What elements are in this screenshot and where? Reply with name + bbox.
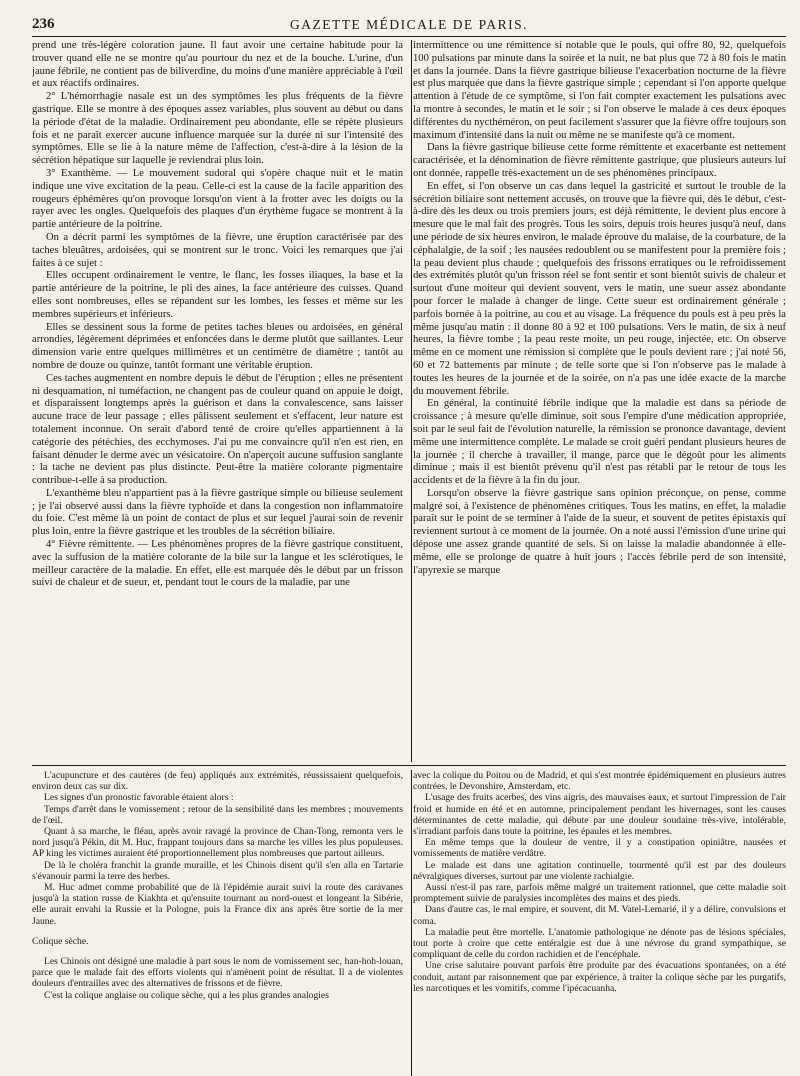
paragraph: De là le choléra franchit la grande muraille, et les Chinois disent qu'il s'en alla en Tartarie s'évanouir parmi la terre des herbes. — [32, 859, 403, 882]
main-article — [32, 40, 786, 762]
paragraph: En effet, si l'on observe un cas dans lequel la gastricité et surtout le trouble de la sécrétion biliaire sont nettement accusés, on trouve que la fièvre qui, dès le début, c'est-à-dire dès les deux ou trois premiers jours, est déjà rémittente, le devient plus encore à mesure que le mal fait des progrès. Tous les soirs, depuis trois heures jusqu'à neuf, dans une période de six heures environ, le malade éprouve du malaise, de la courbature, de la céphalalgie, de la soif ; les nausées redoublent ou se manifestent pour la première fois ; la peau devient plus chaude ; quelquefois des frissons erratiques ou le refroidissement des extrémités plutôt qu'un frisson réel se font sentir et sont bientôt suivis de chaleur et surtout d'une moiteur qui devient souvent, vers le matin, une sueur assez abondante pour forcer le malade à changer de linge. Cette sueur est ordinairement générale ; parfois bornée à la poitrine, au cou et au visage. La fréquence du pouls est à peu près la même jusqu'au matin : il donne 80 à 92 et 100 pulsations. Vers le matin, de six à neuf heures, la fièvre tombe ; la peau reste moite, un peu rouge, injectée, etc. On observe même en ce moment une rémission si complète que le pouls devient rare ; j'ai noté 56, 60 et 72 battements par minute ; de telle sorte que si l'on n'observe pas le malade à toutes les heures de la journée et de la soirée, on n'a pas une idée exacte de la marche du mouvement fébrile. — [413, 180, 786, 397]
paragraph: La maladie peut être mortelle. L'anatomie pathologique ne dénote pas de lésions spéciales, tout porte à croire que cette entéralgie est due à une névrose du grand sympathique, se compliquant de celle du cordon rachidien et de l'encéphale. — [413, 926, 786, 961]
paragraph: Lorsqu'on observe la fièvre gastrique sans opinion préconçue, on pense, comme malgré soi, à l'existence de phénomènes critiques. Tous les matins, en effet, la maladie paraît sur le point de se terminer à l'aide de la sueur, et souvent de petites épistaxis qui reviennent surtout à ce moment de la journée. On a noté aussi l'émission d'une urine qui dépose une assez grande quantité de sels. Si on laisse la maladie abandonnée à elle-même, elle se prolonge de quatre à huit jours ; l'accès fébrile perd de son intensité, l'apyrexie se marque — [413, 487, 786, 576]
paragraph: Aussi n'est-il pas rare, parfois même malgré un traitement rationnel, que cette maladie soit promptement suivie de paralysies incomplètes des mains et des pieds. — [413, 882, 786, 905]
paragraph: 3° Exanthème. — Le mouvement sudoral qui s'opère chaque nuit et le matin indique une vive excitation de la peau. Celle-ci est la cause de la facile apparition des rougeurs éphémères qu'on provoque lorsqu'on vient à la frotter avec les doigts ou la rayer avec les ongles. Quelquefois des plaques d'un érythème fugace se montrent à la partie antérieure de la poitrine. — [32, 167, 403, 231]
paragraph: Les Chinois ont désigné une maladie à part sous le nom de vomissement sec, han-hoh-louan, parce que le malade fait des efforts violents qui n'amènent point de résultat. Il a de violentes douleurs d'entrailles avec des alternatives de frissons et de fièvre. — [32, 956, 403, 990]
paragraph: L'usage des fruits acerbes, des vins aigris, des mauvaises eaux, et surtout l'impression de l'air froid et humide en été et en automne, principalement pendant les hivernages, sont les causes déterminantes de cette maladie, qui débute par une douleur soudaine très-vive, intolérable, s'irradiant parfois dans toute la poitrine, les épaules et les membres. — [413, 792, 786, 838]
feuilleton-divider — [32, 765, 786, 766]
main-article-right-column — [408, 40, 786, 762]
paragraph: Les signes d'un pronostic favorable étaient alors : — [44, 792, 234, 804]
feuilleton-right-column — [408, 770, 786, 1076]
paragraph: 2° L'hémorrhagie nasale est un des symptômes les plus fréquents de la fièvre gastrique. Elle se montre à des époques assez variables, plus souvent au début ou dans la période d'état de la maladie. Ordinairement peu abondante, elle se répète plusieurs fois et ne paraît exercer aucune influence marquée sur la durée ni sur l'intensité des symptômes. Elle se lie à la nature même de l'affection, c'est-à-dire à la lésion de la sécrétion hépatique sur laquelle je reviendrai plus loin. — [32, 91, 403, 167]
paragraph: L'acupuncture et des cautères (de feu) appliqués aux extrémités, réussissaient quelquefois, environ deux cas sur dix. — [32, 770, 403, 793]
column-divider — [411, 770, 412, 1076]
main-article-left-column — [32, 40, 408, 762]
paragraph: Le malade est dans une agitation continuelle, tourmenté qu'il est par des douleurs névralgiques diverses, surtout par une violente rachialgie. — [413, 859, 786, 882]
paragraph: prend une très-légère coloration jaune. Il faut avoir une certaine habitude pour la trouver quand elle ne se montre qu'au pourtour du nez et de la bouche. L'urine, d'un jaune fébrile, ne contient pas de biliverdine, du moins d'une manière appréciable à l'œil et aux réactifs ordinaires. — [32, 40, 403, 90]
paragraph: 4° Fièvre rémittente. — Les phénomènes propres de la fièvre gastrique constituent, avec la suffusion de la matière colorante de la bile sur la langue et les sclérotiques, le meilleur caractère de la maladie. En effet, elle est marquée dès le début par un frisson suivi de chaleur et de sueur, et, pendant tout le cours de la maladie, par une — [32, 539, 403, 589]
paragraph: Dans la fièvre gastrique bilieuse cette forme rémittente et exacerbante est nettement caractérisée, et la dénomination de fièvre rémittente gastrique, que plusieurs auteurs lui ont donnée, rappelle très-exactement un de ses phénomènes principaux. — [413, 142, 786, 179]
paragraph: En général, la continuité fébrile indique que la maladie est dans sa période de croissance ; à mesure qu'elle diminue, soit sous l'empire d'une médication appropriée, soit par le seul fait de l'évolution naturelle, la rémission se prononce davantage, devient même une intermittence complète. Le malade se croit guéri pendant plusieurs heures de la journée ; il cherche à travailler, il mange, parce que le dégoût pour les aliments diminue ; mais il est bientôt prévenu qu'il n'est pas rétabli par le retour de tous les accidents et de la fièvre à la fin du jour. — [413, 398, 786, 487]
paragraph: Quant à sa marche, le fléau, après avoir ravagé la province de Chan-Tong, remonta vers le nord jusqu'à Pékin, dit M. Huc, frappant toujours dans sa marche les villes les plus populeuses. AP king les victimes auraient été proportionnellement plus nombreuses que partout ailleurs. — [32, 826, 403, 860]
feuilleton-left-column — [32, 770, 408, 1076]
paragraph: avec la colique du Poitou ou de Madrid, et qui s'est montrée épidémiquement en plusieurs autres contrées, le Devonshire, Amsterdam, etc. — [413, 770, 786, 793]
paragraph: On a décrit parmi les symptômes de la fièvre, une éruption caractérisée par des taches bleuâtres, ardoisées, qui se montrent sur le tronc. Voici les remarques que j'ai faites à ce sujet : — [32, 231, 403, 269]
page-header — [32, 14, 786, 37]
paragraph: Une crise salutaire pouvant parfois être produite par des évacuations spontanées, on a été conduit, autant par raisonnement que par expérience, à traiter la colique sèche par les purgatifs, les narcotiques et les vomitifs, comme l'ipécacuanha. — [413, 960, 786, 994]
running-title: GAZETTE MÉDICALE DE PARIS. — [290, 17, 528, 32]
page-number: 236 — [32, 16, 55, 32]
paragraph: M. Huc admet comme probabilité que de là l'épidémie aurait suivi la route des caravanes jusqu'à la station russe de Kiakhta et qu'ensuite tournant au nord-ouest et longeant la Sibérie, elle aurait envahi la Russie et la Pologne, puis la France dix ans après être sortie de la mer Jaune. — [32, 882, 403, 927]
paragraph: Ces taches augmentent en nombre depuis le début de l'éruption ; elles ne présentent ni desquamation, ni tuméfaction, ne changent pas de couleur quand on appuie le doigt, et disparaissent longtemps après la guérison et dans la convalescence, sans laisser aucune trace de leur passage ; elles pâlissent seulement et s'effacent, leur nature est totalement inconnue. On serait d'abord tenté de croire qu'elles appartiennent à la catégorie des pétéchies, des ecchymoses. J'ai pu me convaincre qu'il n'en est rien, en faisant dénuder le derme avec un vésicatoire. On n'aperçoit aucune suffusion sanglante : la tache ne devient pas plus distincte. Peut-être la matière colorante pigmentaire contribue-t-elle à sa production. — [32, 372, 403, 487]
paragraph: C'est la colique anglaise ou colique sèche, qui a les plus grandes analogies — [44, 989, 329, 1001]
paragraph: En même temps que la douleur de ventre, il y a constipation opiniâtre, nausées et vomissements de matière verdâtre. — [413, 837, 786, 860]
feuilleton — [32, 770, 786, 1076]
paragraph: intermittence ou une rémittence si notable que le pouls, qui offre 80, 92, quelquefois 100 pulsations par minute dans la soirée et la nuit, ne bat plus que 72 à 80 fois le matin et dans la journée. Dans la fièvre gastrique bilieuse l'exacerbation nocturne de la fièvre est plus marquée que dans la fièvre gastrique simple ; cependant si l'on apporte quelque attention à l'étude de ce symptôme, si l'on fait compter exactement les pulsations avec la montre à secondes, le matin et le soir ; si l'on observe le malade à ces deux époques différentes du nycthéméron, on peut facilement s'assurer que la fièvre offre toujours son maximum d'intensité dans la nuit ou même ne se manifeste qu'à ce moment. — [413, 40, 786, 141]
paragraph: L'exanthème bleu n'appartient pas à la fièvre gastrique simple ou bilieuse seulement ; je l'ai observé aussi dans la fièvre typhoïde et dans la congestion non inflammatoire du foie. C'est même là un point de contact de plus et sur lequel j'aurai soin de revenir plus loin, entre la fièvre gastrique et les troubles de la sécrétion biliaire. — [32, 487, 403, 538]
paragraph: Temps d'arrêt dans le vomissement ; retour de la sensibilité dans les membres ; mouvements de l'œil. — [32, 803, 403, 826]
section-subheading: Colique sèche. — [32, 935, 89, 947]
column-divider — [411, 40, 412, 762]
paragraph: Dans d'autre cas, le mal empire, et souvent, dit M. Vatel-Lemarié, il y a délire, convulsions et coma. — [413, 904, 786, 927]
paragraph: Elles se dessinent sous la forme de petites taches bleues ou ardoisées, en général arrondies, légèrement déprimées et enfoncées dans le derme plutôt que saillantes. Leur dimension varie entre quelques millimètres et un centimètre de diamètre ; tantôt au nombre de douze ou quinze, tantôt formant une véritable éruption. — [32, 321, 403, 371]
paragraph: Elles occupent ordinairement le ventre, le flanc, les fosses iliaques, la base et la partie antérieure de la poitrine, le pli des aines, la face antérieure des cuisses. Quand elles sont nombreuses, elles se répandent sur les lombes, les fesses et même sur les membres supérieurs et inférieurs. — [32, 270, 403, 320]
